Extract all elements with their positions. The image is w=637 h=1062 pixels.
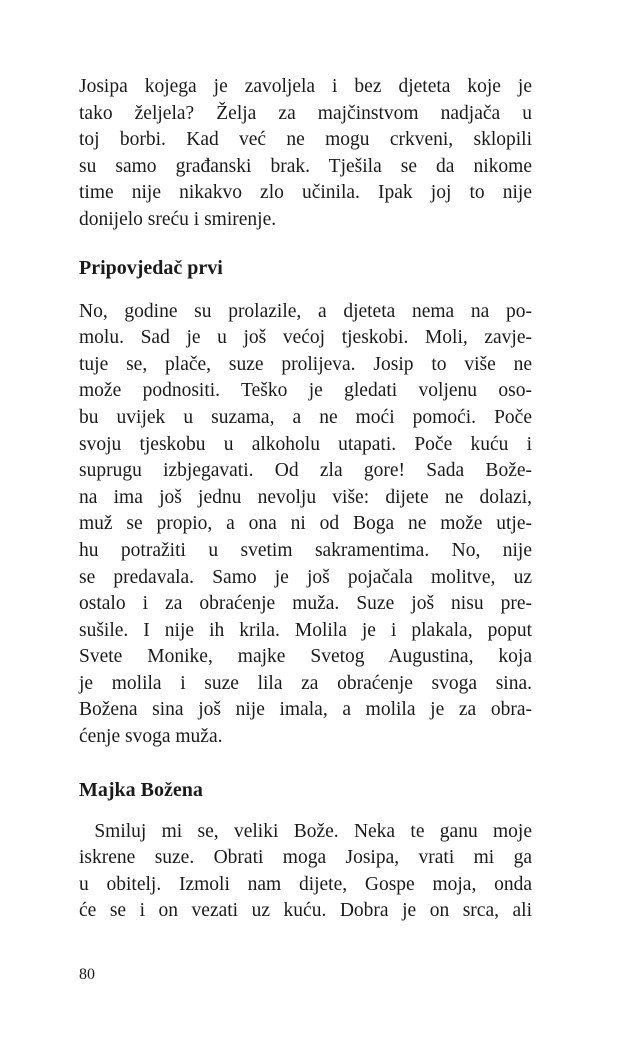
- text-line: Svete Monike, majke Svetog Augustina, koja: [79, 646, 532, 668]
- text-line: Smiluj mi se, veliki Bože. Neka te ganu moje: [79, 820, 532, 842]
- text-line: bu uvijek u suzama, a ne moći pomoći. Poče: [79, 406, 532, 428]
- paragraph-1: [79, 74, 532, 234]
- text-line: time nije nikakvo zlo učinila. Ipak joj to nije: [79, 182, 532, 204]
- text-line: tako željela? Želja za majčinstvom nadjača u: [79, 102, 532, 124]
- section-heading-majka-bozena: Majka Božena: [79, 778, 203, 801]
- text-line: svoju tjeskobu u alkoholu utapati. Poče kuću i: [79, 433, 532, 455]
- page-number: 80: [79, 966, 95, 983]
- text-line: su samo građanski brak. Tješila se da nikome: [79, 155, 532, 177]
- text-line: muž se propio, a ona ni od Boga ne može utje-: [79, 513, 532, 535]
- text-line: u obitelj. Izmoli nam dijete, Gospe moja, onda: [79, 873, 532, 895]
- text-line: Josipa kojega je zavoljela i bez djeteta koje je: [79, 76, 532, 97]
- section-heading-pripovjedac: Pripovjedač prvi: [79, 256, 223, 279]
- text-line: donijelo sreću i smirenje.: [79, 208, 277, 230]
- text-line: može podnositi. Teško je gledati voljenu oso-: [79, 380, 532, 402]
- text-line: Božena sina još nije imala, a molila je za obra-: [79, 699, 532, 721]
- book-page: [79, 74, 532, 925]
- text-line: iskrene suze. Obrati moga Josipa, vrati mi ga: [79, 847, 532, 869]
- text-line: na ima još jednu nevolju više: dijete ne dolazi,: [79, 486, 532, 508]
- text-line: ćenje svoga muža.: [79, 726, 223, 748]
- text-line: ostalo i za obraćenje muža. Suze još nisu pre-: [79, 593, 532, 615]
- text-line: je molila i suze lila za obraćenje svoga sina.: [79, 672, 532, 694]
- text-line: tuje se, plače, suze prolijeva. Josip to više ne: [79, 353, 532, 375]
- text-line: sušile. I nije ih krila. Molila je i plakala, poput: [79, 619, 532, 641]
- text-line: molu. Sad je u još većoj tjeskobi. Moli, zavje-: [79, 327, 532, 349]
- text-line: će se i on vezati uz kuću. Dobra je on srca, ali: [79, 900, 532, 922]
- text-line: No, godine su prolazile, a djeteta nema na po-: [79, 300, 532, 322]
- text-line: se predavala. Samo je još pojačala molitve, uz: [79, 566, 532, 588]
- paragraph-2: [79, 299, 532, 751]
- text-line: hu potražiti u svetim sakramentima. No, nije: [79, 539, 532, 561]
- paragraph-3: [79, 819, 532, 925]
- text-line: toj borbi. Kad već ne mogu crkveni, sklopili: [79, 129, 532, 151]
- text-line: suprugu izbjegavati. Od zla gore! Sada Bože-: [79, 460, 532, 482]
